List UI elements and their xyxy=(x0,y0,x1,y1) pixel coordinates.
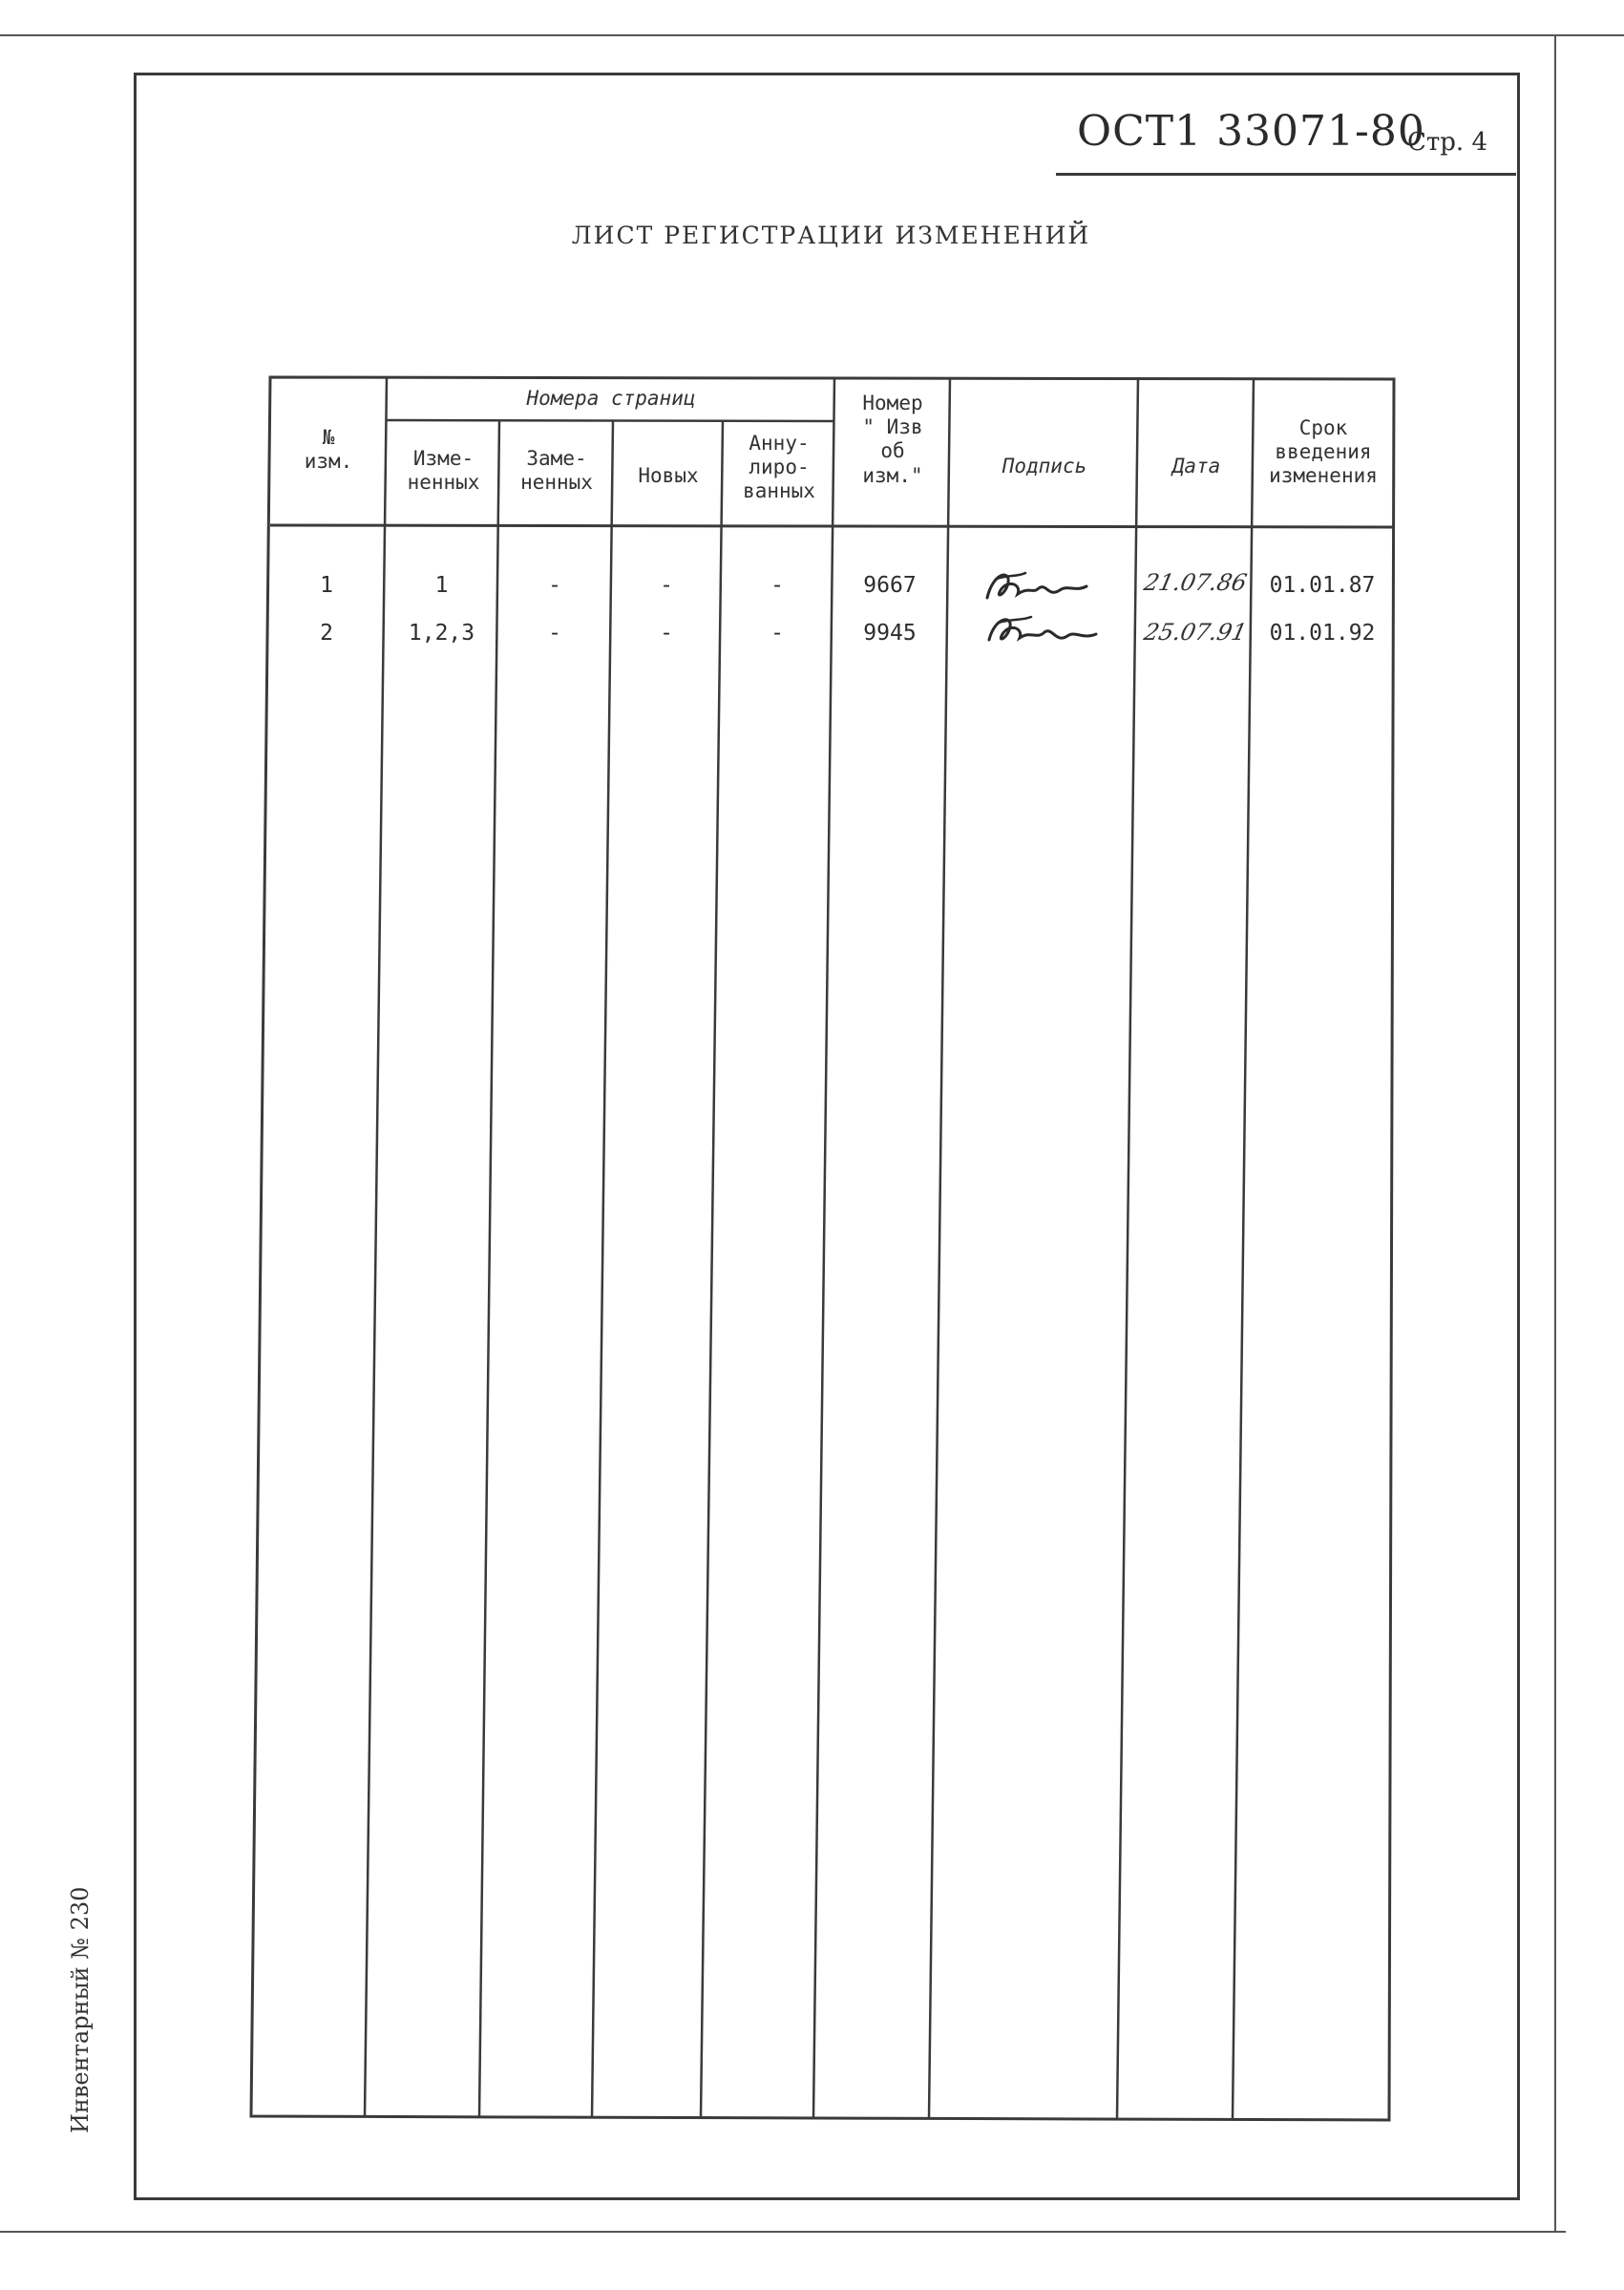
inventory-stamp: Инвентарный № 230 xyxy=(67,1886,94,2133)
page-number-label: Стр. 4 xyxy=(1407,128,1487,157)
header-date: Дата xyxy=(1171,455,1221,477)
header-annulled-pages: Анну- лиро- ванных xyxy=(743,432,815,503)
header-pages-group: Номера страниц xyxy=(526,387,696,410)
row-replaced-pages: - xyxy=(548,621,561,646)
row-change-no: 1 xyxy=(320,573,333,598)
row-notice-no: 9945 xyxy=(863,621,917,646)
row-date: 21.07.86 xyxy=(1141,569,1250,596)
row-changed-pages: 1 xyxy=(434,573,449,598)
header-replaced-pages: Заме- ненных xyxy=(520,447,593,495)
row-annulled-pages: - xyxy=(770,621,784,646)
row-date: 25.07.91 xyxy=(1141,619,1250,646)
header-change-no: № изм. xyxy=(304,426,353,474)
handwritten-signature xyxy=(983,611,1102,655)
header-signature: Подпись xyxy=(1002,455,1087,477)
row-new-pages: - xyxy=(660,621,673,646)
row-change-no: 2 xyxy=(320,621,333,646)
header-effective-date: Срок введения изменения xyxy=(1269,416,1378,488)
row-changed-pages: 1,2,3 xyxy=(408,621,475,646)
header-new-pages: Новых xyxy=(638,464,699,487)
sheet-title: ЛИСТ РЕГИСТРАЦИИ ИЗМЕНЕНИЙ xyxy=(571,222,1091,249)
row-new-pages: - xyxy=(660,573,673,598)
row-effective-date: 01.01.87 xyxy=(1269,573,1376,598)
row-effective-date: 01.01.92 xyxy=(1269,621,1376,646)
row-replaced-pages: - xyxy=(548,573,561,598)
header-changed-pages: Изме- ненных xyxy=(407,447,480,495)
row-annulled-pages: - xyxy=(770,573,784,598)
document-code: ОСТ1 33071-80 xyxy=(1077,107,1425,156)
handwritten-signature xyxy=(980,565,1094,609)
header-notice-no: Номер " Изв об изм." xyxy=(862,392,923,487)
row-notice-no: 9667 xyxy=(863,573,917,598)
